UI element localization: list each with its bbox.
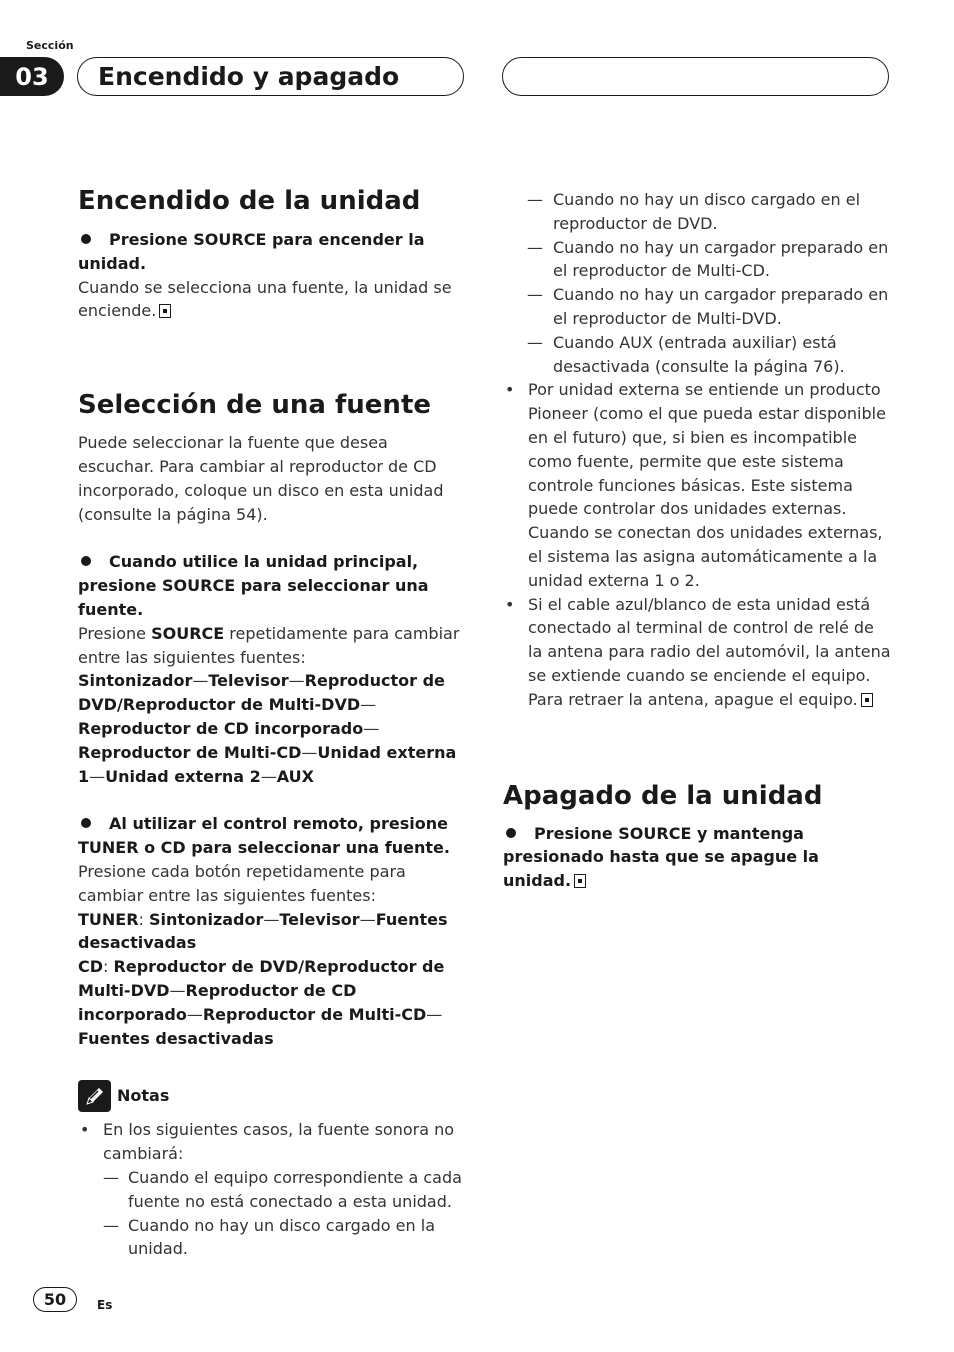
page-number: 50 [33,1287,77,1312]
instruction-apagado [503,822,891,893]
language-code: Es [97,1298,113,1312]
notes-list [78,1118,466,1261]
text-source-key: SOURCE [151,623,225,643]
list-item: — Cuando no hay un cargador preparado en el reproductor de Multi-DVD. [503,283,891,331]
section-number: 03 [0,57,64,96]
source-item: Unidad externa 2 [105,766,261,786]
end-mark-icon [574,874,586,888]
source-item: AUX [276,766,314,786]
list-item [503,593,891,712]
list-item-text: Si el cable azul/blanco de esta unidad está conectado al terminal de control de relé de la antena para radio del automóvil, la antena se extiende cuando se enciende el equipo. Para retraer la antena, apague el equipo. [528,594,891,709]
text-encendido [78,276,466,324]
pencil-icon [78,1080,111,1112]
bullet-icon [81,818,91,828]
source-item: Reproductor de CD incorporado [78,980,357,1024]
source-item: Reproductor de Multi-CD [78,742,302,762]
cd-sequence: CD: Reproductor de DVD/Reproductor de Multi-DVD—Reproductor de CD incorporado—Reproductor de Multi-CD—Fuentes desactivadas [78,957,445,1048]
source-item: Reproductor de DVD/Reproductor de Multi-DVD [78,957,445,1000]
right-column [503,188,891,893]
list-item: — Cuando no hay un disco cargado en el reproductor de DVD. [503,188,891,236]
text-encendido-body: Cuando se selecciona una fuente, la unidad se enciende. [78,277,452,321]
notes-list-continued [503,188,891,712]
header-empty-box [502,57,889,96]
list-item: — Cuando el equipo correspondiente a cada fuente no está conectado a esta unidad. [78,1166,466,1214]
source-item: Unidad externa 1 [78,742,457,786]
notes-header [78,1080,466,1112]
instruction-encendido-text: Presione SOURCE para encender la unidad. [78,230,425,273]
source-item: Televisor [279,909,360,929]
heading-seleccion: Selección de una fuente [78,390,432,421]
chapter-title [77,57,464,96]
list-item: • En los siguientes casos, la fuente sonora no cambiará: [78,1118,466,1166]
source-sequence: Sintonizador—Televisor—Reproductor de DVD/Reproductor de Multi-DVD—Reproductor de CD incorporado—Reproductor de Multi-CD—Unidad externa 1—Unidad externa 2—AUX [78,671,457,786]
heading-encendido: Encendido de la unidad [78,186,421,216]
text-source-repeat [78,622,466,670]
instruction-apagado-text: Presione SOURCE y mantenga presionado hasta que se apague la unidad. [503,823,819,891]
instruction-control-remoto [78,812,466,860]
text-part: Presione [78,623,152,643]
list-item: • Por unidad externa se entiende un producto Pioneer (como el que pueda estar disponible en el futuro) que, si bien es incompatible como fuente, permite que este sistema controle funciones básicas. Este sistema puede controlar dos unidades externas. Cuando se conectan dos unidades externas, el sistema las asigna automáticamente a la unidad externa 1 o 2. [503,378,891,592]
bullet-icon [506,828,516,838]
bullet-icon [81,234,91,244]
source-item: Reproductor de Multi-CD [202,1004,427,1024]
source-item: Reproductor de CD incorporado [78,718,364,738]
source-item: Fuentes desactivadas [78,1028,274,1048]
text-seleccion-intro: Puede seleccionar la fuente que desea escuchar. Para cambiar al reproductor de CD incorporado, coloque un disco en esta unidad (consulte la página 54). [78,433,444,524]
source-item: Televisor [208,671,289,691]
instruction-control-remoto-text: Al utilizar el control remoto, presione TUNER o CD para seleccionar una fuente. [78,814,450,858]
chapter-title-text: Encendido y apagado [98,62,400,91]
list-item: — Cuando no hay un cargador preparado en el reproductor de Multi-CD. [503,236,891,284]
end-mark-icon [159,304,171,318]
source-item: Reproductor de DVD/Reproductor de Multi-DVD [78,671,445,715]
source-item: Sintonizador [78,671,193,691]
instruction-unidad-principal-text: Cuando utilice la unidad principal, presione SOURCE para seleccionar una fuente. [78,552,429,619]
text-part: repetidamente para cambiar entre las siguientes fuentes: [78,623,460,667]
heading-apagado: Apagado de la unidad [503,780,823,811]
text-remote-repeat: Presione cada botón repetidamente para cambiar entre las siguientes fuentes: [78,861,406,905]
tuner-sequence: TUNER: Sintonizador—Televisor—Fuentes desactivadas [78,909,448,953]
section-label: Sección [26,39,74,52]
source-item: Sintonizador [149,909,264,929]
list-item: — Cuando AUX (entrada auxiliar) está desactivada (consulte la página 76). [503,331,891,379]
tuner-label: TUNER [78,909,139,929]
source-item: Fuentes desactivadas [78,909,448,953]
instruction-encendido [78,228,466,276]
bullet-icon [81,556,91,566]
list-item: — Cuando no hay un disco cargado en la unidad. [78,1214,466,1262]
left-column [78,183,466,1261]
cd-label: CD [78,957,104,977]
notes-title: Notas [117,1086,170,1106]
instruction-unidad-principal [78,550,466,621]
end-mark-icon [861,693,873,707]
